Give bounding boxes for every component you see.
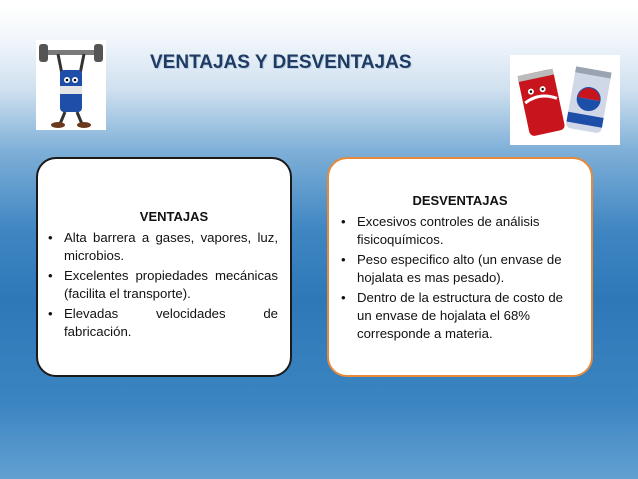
soda-cans-clipart (510, 55, 620, 145)
list-item: • Peso especifico alto (un envase de hojalata es mas pesado). (341, 251, 575, 287)
list-item: • Elevadas velocidades de fabricación. (48, 305, 278, 341)
desventajas-heading: DESVENTAJAS (412, 193, 508, 208)
ventajas-heading: VENTAJAS (139, 209, 209, 224)
weightlifter-can-clipart (36, 40, 106, 130)
slide-title: VENTAJAS Y DESVENTAJAS (150, 52, 412, 73)
desventajas-list (341, 213, 575, 345)
list-item: • Alta barrera a gases, vapores, luz, microbios. (48, 229, 278, 265)
list-item: • Excesivos controles de análisis fisicoquímicos. (341, 213, 575, 249)
list-item: • Excelentes propiedades mecánicas (facilita el transporte). (48, 267, 278, 303)
ventajas-box (36, 157, 292, 377)
desventajas-box (327, 157, 593, 377)
list-item: • Dentro de la estructura de costo de un envase de hojalata el 68% corresponde a materia. (341, 289, 575, 343)
ventajas-list (48, 229, 278, 343)
